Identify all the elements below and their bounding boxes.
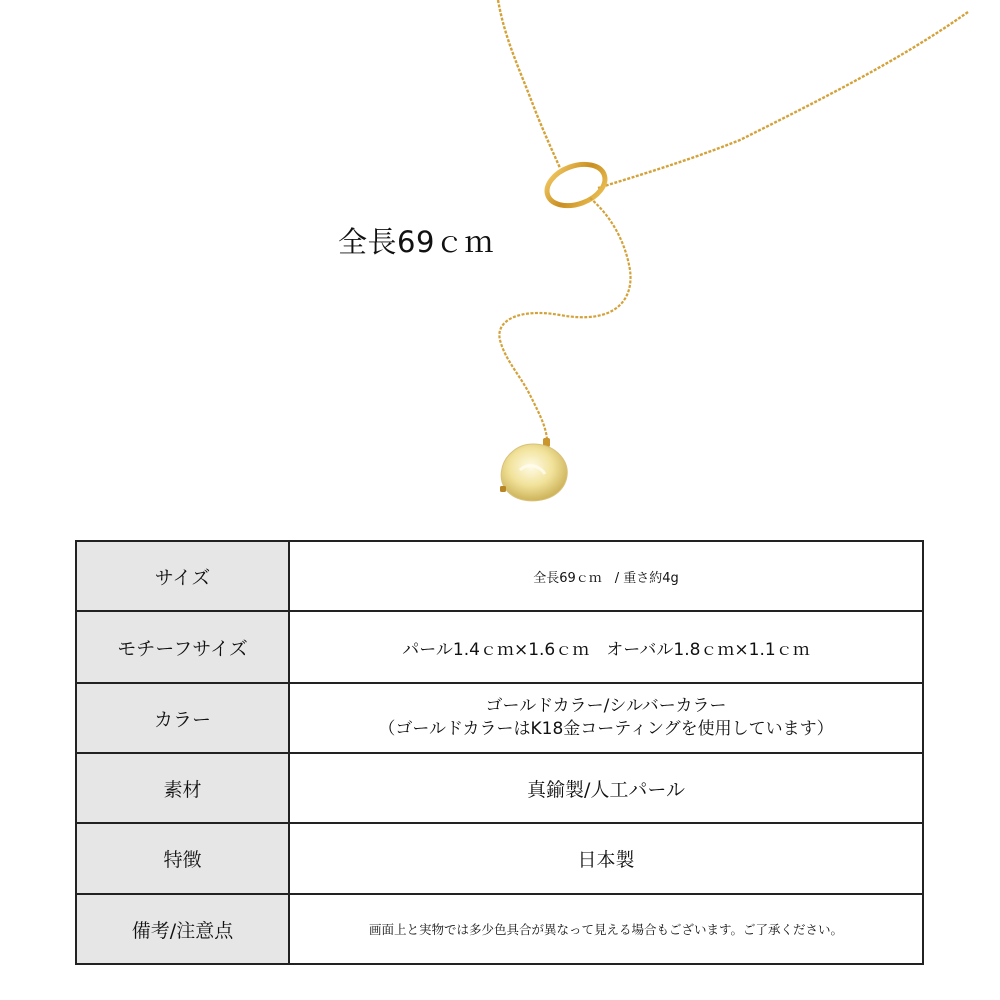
color-value-line-2: （ゴールドカラーはK18金コーティングを使用しています）: [378, 719, 834, 739]
table-row: [76, 611, 923, 683]
row-value-material: 真鍮製/人工パール: [289, 753, 923, 823]
spec-table: [75, 540, 924, 965]
row-value-motif-size: パール1.4ｃｍ×1.6ｃｍ オーバル1.8ｃｍ×1.1ｃｍ: [289, 611, 923, 683]
row-label-material: 素材: [76, 753, 289, 823]
row-label-size: サイズ: [76, 541, 289, 611]
chain-left: [498, 0, 560, 168]
row-label-notes: 備考/注意点: [76, 894, 289, 964]
row-value-size: 全長69ｃｍ / 重さ約4g: [289, 541, 923, 611]
table-row: [76, 683, 923, 753]
row-value-color: [289, 683, 923, 753]
row-value-feature: 日本製: [289, 823, 923, 894]
table-row: [76, 541, 923, 611]
row-label-motif-size: モチーフサイズ: [76, 611, 289, 683]
table-row: [76, 894, 923, 964]
row-label-feature: 特徴: [76, 823, 289, 894]
pearl-bottom-cap: [500, 486, 506, 492]
pearl: [501, 444, 567, 501]
table-row: [76, 823, 923, 894]
row-label-color: カラー: [76, 683, 289, 753]
total-length-caption: 全長69ｃｍ: [338, 225, 494, 259]
oval-ring: [541, 157, 610, 213]
table-row: [76, 753, 923, 823]
row-value-notes: 画面上と実物では多少色具合が異なって見える場合もございます。ご了承ください。: [289, 894, 923, 964]
color-value-line-1: ゴールドカラー/シルバーカラー: [485, 696, 727, 717]
chain-right: [598, 12, 968, 188]
chain-drop: [499, 198, 630, 445]
